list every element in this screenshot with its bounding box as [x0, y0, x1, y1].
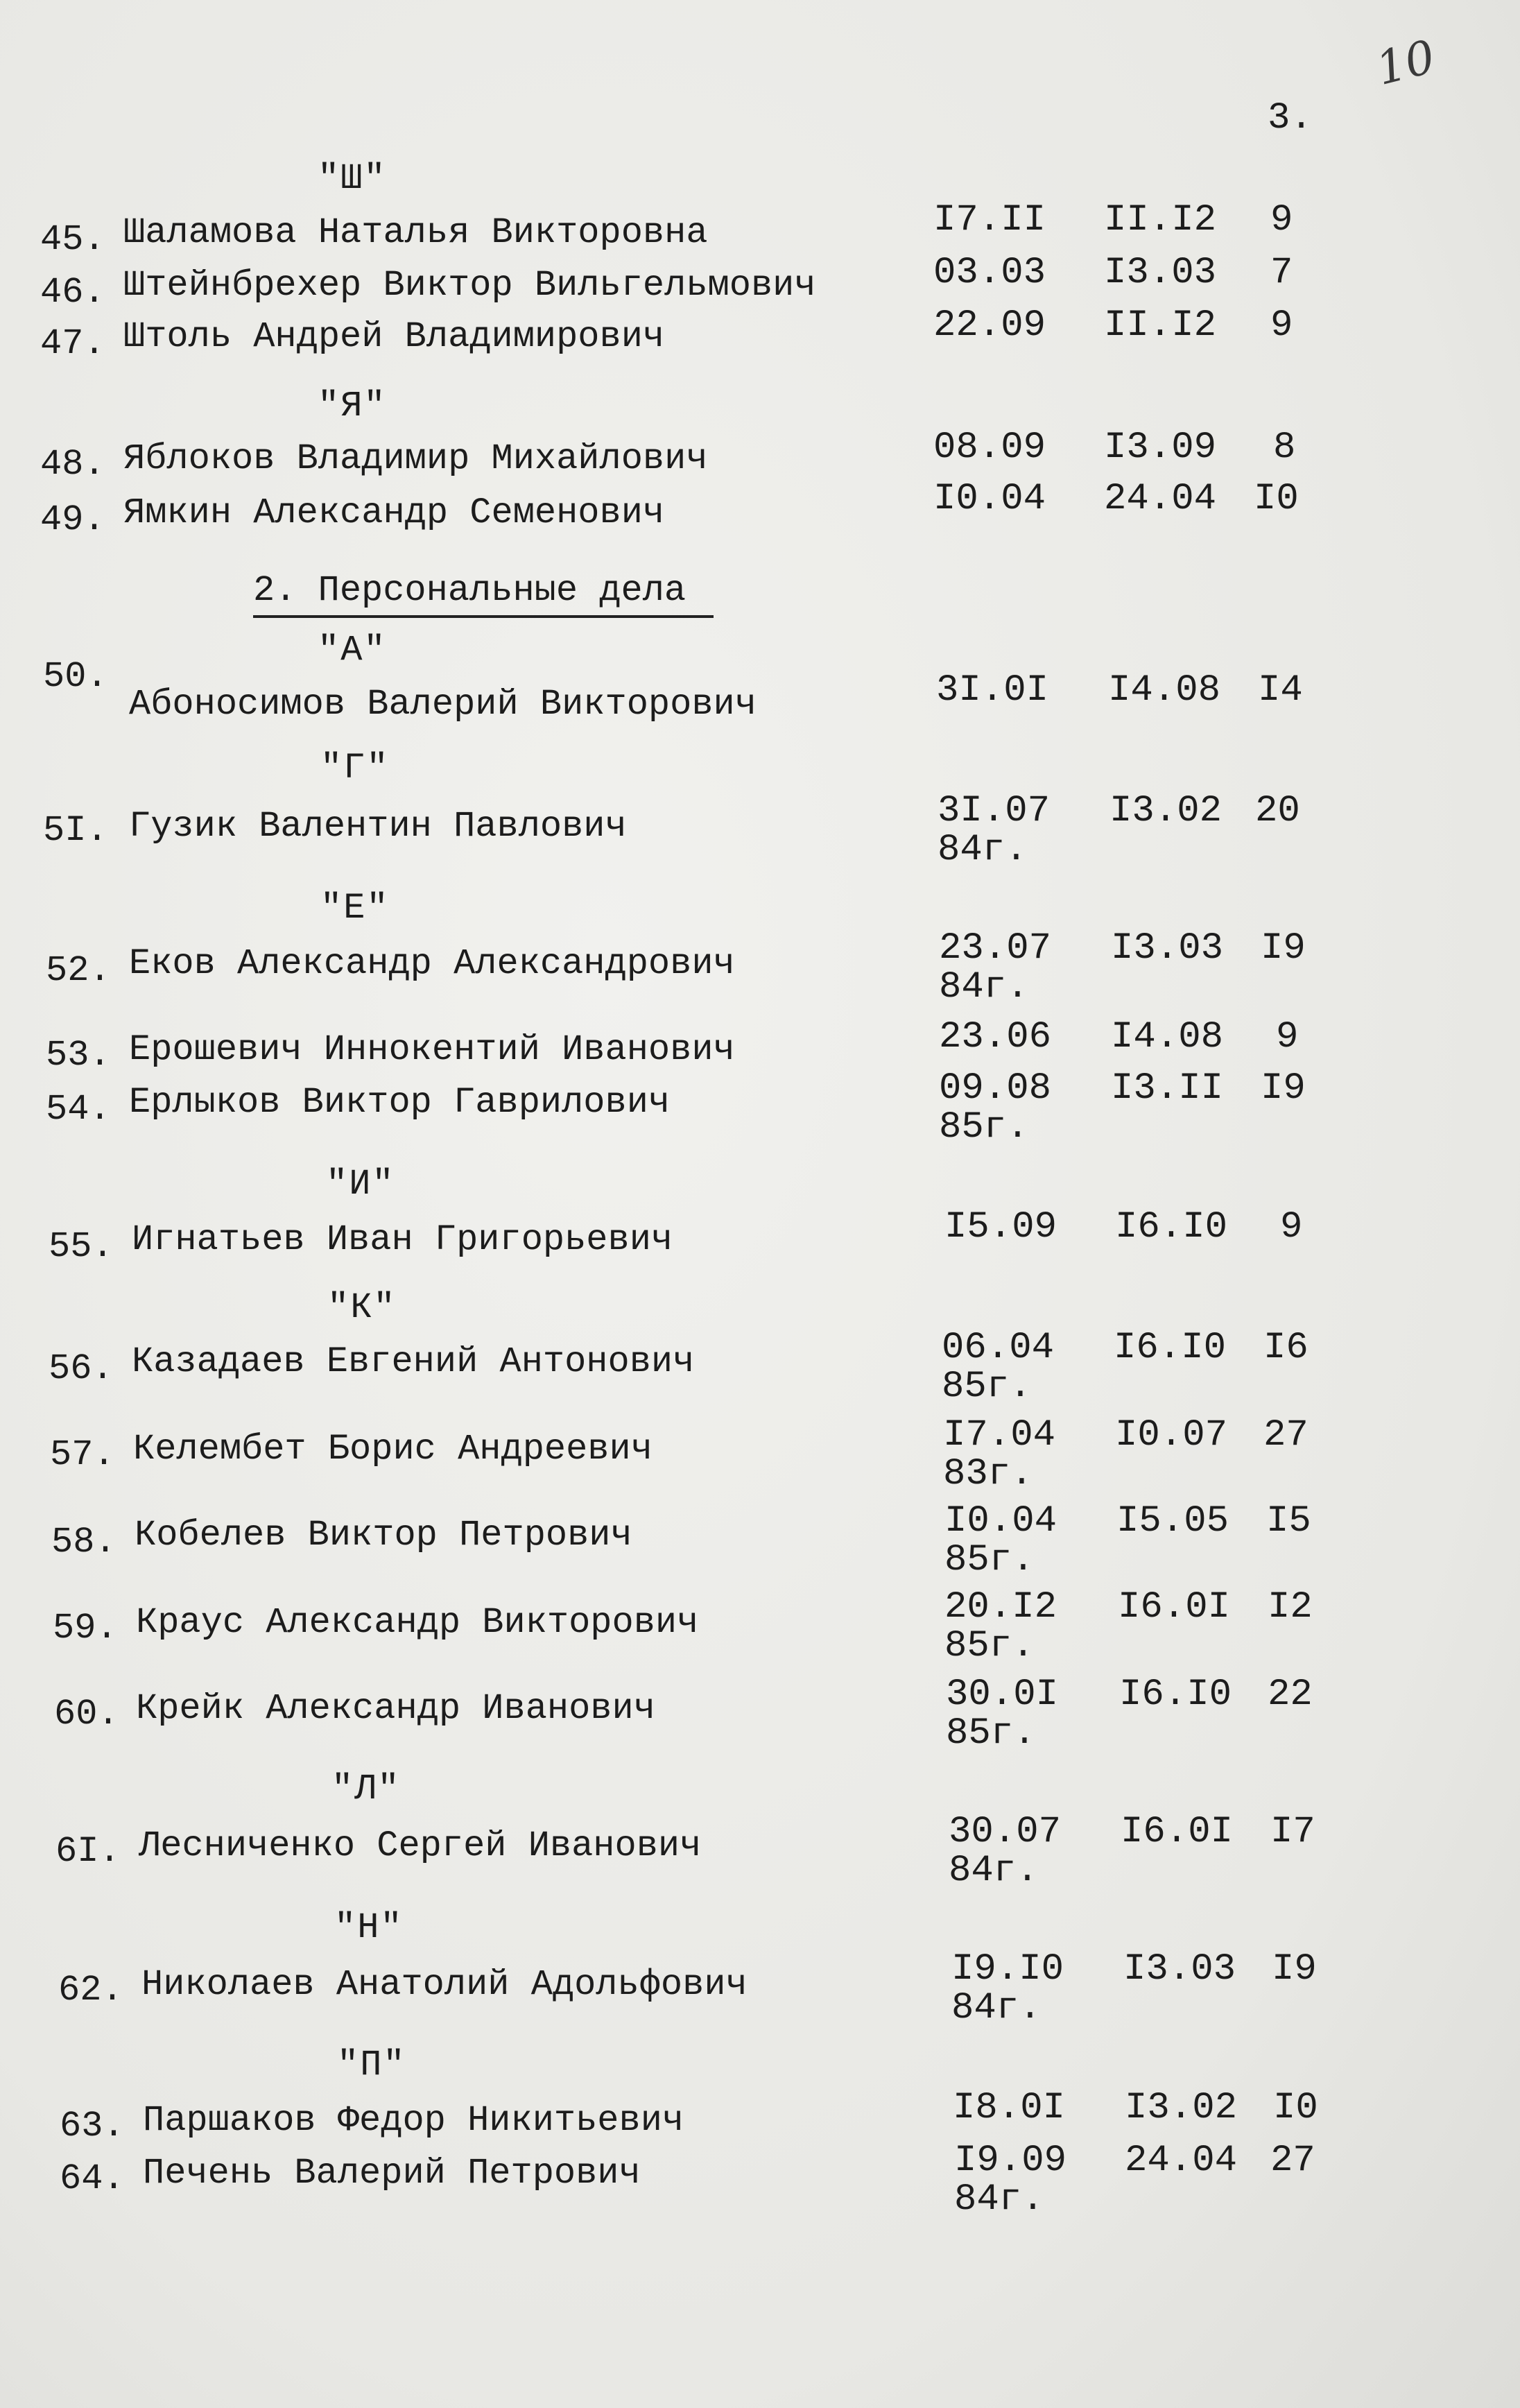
- start-date: 03.03: [933, 252, 1046, 294]
- row-number: 6I.: [55, 1831, 121, 1872]
- sheet-count: I9: [1272, 1948, 1317, 1990]
- letter-heading: "К": [327, 1287, 397, 1328]
- start-date: 08.09: [933, 427, 1046, 469]
- end-date: I4.08: [1111, 1016, 1224, 1058]
- row-number: 49.: [40, 499, 105, 540]
- person-name: Кобелев Виктор Петрович: [135, 1515, 632, 1556]
- start-date: I9.09 84г.: [954, 2140, 1067, 2221]
- row-number: 60.: [54, 1694, 119, 1735]
- end-date: 24.04: [1125, 2140, 1238, 2182]
- row-number: 59.: [53, 1608, 118, 1649]
- letter-heading: "П": [337, 2045, 406, 2086]
- year: 85г.: [944, 1625, 1035, 1667]
- sheet-count: 9: [1270, 304, 1293, 347]
- row-number: 52.: [46, 950, 111, 991]
- person-name: Паршаков Федор Никитьевич: [143, 2100, 684, 2141]
- letter-heading: "А": [318, 630, 387, 671]
- sheet-count: 9: [1270, 199, 1293, 241]
- end-date: I6.I0: [1115, 1206, 1228, 1248]
- person-name: Штоль Андрей Владимирович: [123, 316, 665, 357]
- end-date: I6.0I: [1121, 1811, 1234, 1853]
- end-date: I3.02: [1109, 790, 1223, 832]
- sheet-count: 7: [1270, 252, 1293, 294]
- sheet-count: I5: [1266, 1500, 1311, 1542]
- end-date: I3.II: [1111, 1067, 1224, 1110]
- person-name: Гузик Валентин Павлович: [129, 806, 627, 847]
- start-date: 30.0I 85г.: [946, 1674, 1059, 1755]
- start-date: 09.08 85г.: [939, 1067, 1052, 1149]
- start-date: I0.04: [933, 478, 1046, 520]
- sheet-count: I9: [1261, 927, 1306, 970]
- start-date: 06.04 85г.: [942, 1327, 1055, 1408]
- person-name: Игнатьев Иван Григорьевич: [132, 1219, 673, 1260]
- letter-heading: "И": [326, 1164, 395, 1205]
- row-number: 63.: [60, 2106, 125, 2147]
- end-date: I0.07: [1115, 1414, 1228, 1456]
- end-date: I3.09: [1104, 427, 1217, 469]
- letter-heading: "Е": [320, 888, 390, 929]
- row-number: 64.: [60, 2158, 125, 2199]
- start-date: 23.07 84г.: [939, 927, 1052, 1008]
- sheet-count: 9: [1276, 1016, 1299, 1058]
- start-date: I8.0I: [953, 2087, 1066, 2129]
- row-number: 58.: [51, 1522, 116, 1563]
- row-number: 48.: [40, 444, 105, 485]
- sheet-count: I4: [1258, 669, 1303, 712]
- person-name: Келембет Борис Андреевич: [133, 1429, 653, 1470]
- row-number: 5I.: [43, 810, 108, 851]
- sheet-count: I9: [1261, 1067, 1306, 1110]
- page-number: 3.: [1268, 97, 1313, 139]
- person-name: Крейк Александр Иванович: [136, 1688, 655, 1729]
- sheet-count: 27: [1270, 2140, 1315, 2182]
- person-name: Еков Александр Александрович: [129, 943, 735, 984]
- sheet-count: I0: [1273, 2087, 1318, 2129]
- person-name: Яблоков Владимир Михайлович: [123, 438, 708, 479]
- person-name: Ерлыков Виктор Гаврилович: [129, 1082, 671, 1123]
- letter-heading: "Я": [318, 386, 387, 427]
- row-number: 57.: [50, 1434, 115, 1475]
- letter-heading: "Н": [334, 1907, 404, 1948]
- start-date: 22.09: [933, 304, 1046, 347]
- year: 85г.: [946, 1712, 1036, 1755]
- start-date: I0.04 85г.: [944, 1500, 1057, 1581]
- end-date: I3.03: [1104, 252, 1217, 294]
- row-number: 56.: [49, 1348, 114, 1389]
- start-date: 23.06: [939, 1016, 1052, 1058]
- year: 83г.: [943, 1453, 1033, 1495]
- year: 84г.: [938, 829, 1028, 871]
- sheet-count: I6: [1263, 1327, 1309, 1369]
- end-date: I3.03: [1111, 927, 1224, 970]
- start-date: 3I.0I: [936, 669, 1049, 712]
- year: 84г.: [954, 2178, 1044, 2221]
- start-date: 20.I2 85г.: [944, 1586, 1057, 1667]
- row-number: 54.: [46, 1089, 111, 1130]
- end-date: I4.08: [1108, 669, 1221, 712]
- year: 84г.: [951, 1987, 1042, 2029]
- end-date: I6.0I: [1118, 1586, 1231, 1628]
- year: 85г.: [942, 1366, 1032, 1408]
- year: 84г.: [949, 1850, 1039, 1892]
- row-number: 45.: [40, 219, 105, 260]
- start-date: I7.II: [933, 199, 1046, 241]
- end-date: II.I2: [1104, 304, 1217, 347]
- person-name: Шаламова Наталья Викторовна: [123, 212, 708, 253]
- sheet-count: 9: [1280, 1206, 1303, 1248]
- end-date: I6.I0: [1119, 1674, 1232, 1716]
- year: 85г.: [944, 1539, 1035, 1581]
- year: 84г.: [939, 966, 1029, 1008]
- sheet-count: 8: [1273, 427, 1296, 469]
- person-name: Николаев Анатолий Адольфович: [141, 1964, 748, 2005]
- person-name: Абоносимов Валерий Викторович: [129, 684, 757, 725]
- letter-heading: "Ш": [318, 158, 387, 199]
- row-number: 46.: [40, 272, 105, 313]
- letter-heading: "Л": [331, 1769, 401, 1809]
- person-name: Краус Александр Викторович: [136, 1602, 699, 1643]
- sheet-count: I0: [1254, 478, 1299, 520]
- person-name: Ямкин Александр Семенович: [123, 492, 665, 533]
- end-date: I6.I0: [1114, 1327, 1227, 1369]
- sheet-count: 22: [1268, 1674, 1313, 1716]
- sheet-count: I2: [1268, 1586, 1313, 1628]
- end-date: I3.03: [1123, 1948, 1236, 1990]
- end-date: 24.04: [1104, 478, 1217, 520]
- letter-heading: "Г": [320, 748, 390, 789]
- start-date: 3I.07 84г.: [938, 790, 1051, 871]
- section-title: 2. Персональные дела: [253, 570, 714, 618]
- end-date: II.I2: [1104, 199, 1217, 241]
- end-date: I5.05: [1116, 1500, 1229, 1542]
- person-name: Ерошевич Иннокентий Иванович: [129, 1029, 735, 1070]
- start-date: 30.07 84г.: [949, 1811, 1062, 1892]
- start-date: I7.04 83г.: [943, 1414, 1056, 1495]
- row-number: 50.: [43, 656, 108, 697]
- person-name: Казадаев Евгений Антонович: [132, 1341, 695, 1382]
- start-date: I5.09: [944, 1206, 1057, 1248]
- sheet-count: 20: [1255, 790, 1300, 832]
- row-number: 47.: [40, 323, 105, 364]
- handwritten-page-number: 10: [1370, 29, 1441, 96]
- person-name: Печень Валерий Петрович: [143, 2153, 641, 2194]
- person-name: Лесниченко Сергей Иванович: [139, 1825, 702, 1866]
- end-date: I3.02: [1125, 2087, 1238, 2129]
- row-number: 53.: [46, 1035, 111, 1076]
- person-name: Штейнбрехер Виктор Вильгельмович: [123, 265, 816, 306]
- row-number: 62.: [58, 1970, 123, 2011]
- row-number: 55.: [49, 1226, 114, 1267]
- sheet-count: I7: [1270, 1811, 1315, 1853]
- year: 85г.: [939, 1106, 1029, 1149]
- start-date: I9.I0 84г.: [951, 1948, 1064, 2029]
- sheet-count: 27: [1263, 1414, 1309, 1456]
